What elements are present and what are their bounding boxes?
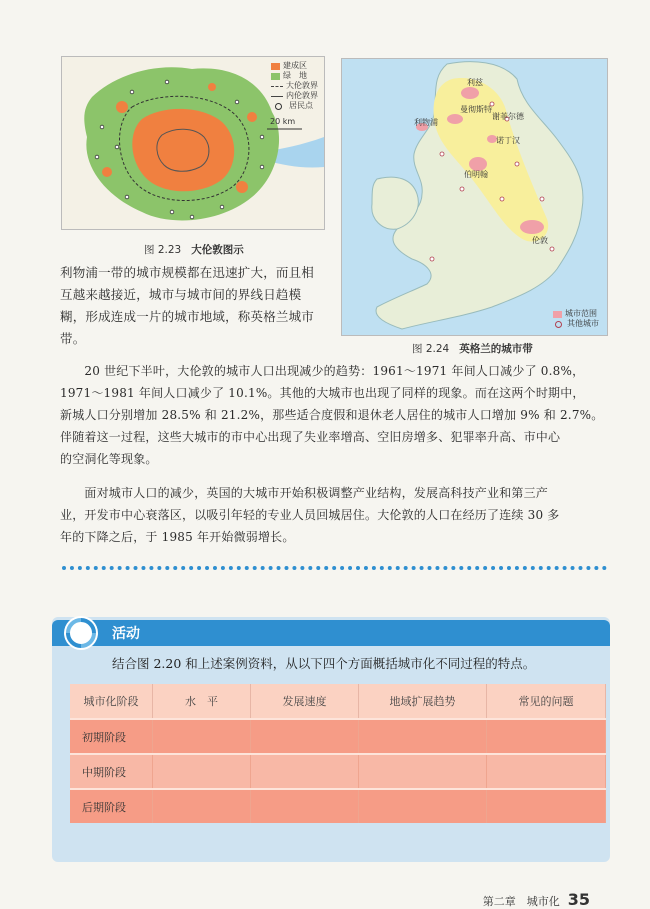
table-row — [70, 754, 606, 789]
answer-cell[interactable] — [251, 789, 359, 823]
stage-cell: 中期阶段 — [70, 754, 153, 789]
london-map-legend — [271, 61, 318, 111]
table-header-row — [70, 684, 606, 719]
text-line: 20 世纪下半叶，大伦敦的城市人口出现减少的趋势：1961～1971 年间人口减少了 0.8%， — [60, 364, 585, 378]
caption-title: 英格兰的城市带 — [459, 343, 533, 355]
text-line: 糊，形成连成一片的城市地域，称英格兰城市 — [60, 309, 315, 324]
activity-cycle-icon — [62, 614, 100, 652]
answer-cell[interactable] — [359, 719, 487, 754]
activity-instruction: 结合图 2.20 和上述案例资料，从以下四个方面概括城市化不同过程的特点。 — [112, 656, 536, 671]
caption-title: 大伦敦图示 — [191, 244, 244, 256]
column-header: 城市化阶段 — [70, 684, 153, 719]
scale-label: 20 km — [270, 117, 296, 126]
greater-london-map — [61, 56, 325, 230]
text-line: 利物浦一带的城市规模都在迅速扩大，而且相 — [60, 265, 315, 280]
section-divider — [62, 566, 607, 570]
green-space-swatch — [271, 73, 280, 80]
england-map-legend — [553, 309, 599, 329]
text-line: 带。 — [60, 331, 86, 346]
answer-cell[interactable] — [153, 789, 251, 823]
answer-cell[interactable] — [487, 754, 606, 789]
left-column-text — [60, 262, 332, 350]
text-line: 互越来越接近，城市与城市间的界线日趋模 — [60, 287, 302, 302]
table-row — [70, 719, 606, 754]
answer-cell[interactable] — [359, 754, 487, 789]
column-header: 发展速度 — [251, 684, 359, 719]
legend-label: 居民点 — [289, 101, 313, 110]
dot-icon — [555, 321, 562, 328]
legend-label: 建成区 — [283, 61, 307, 70]
legend-label: 内伦敦界 — [286, 91, 318, 100]
place-label: 谢菲尔德 — [492, 112, 524, 121]
paragraph-3 — [60, 482, 610, 548]
place-label: 利兹 — [467, 78, 483, 87]
legend-label: 其他城市 — [567, 319, 599, 328]
place-label: 诺丁汉 — [496, 136, 520, 145]
answer-cell[interactable] — [153, 719, 251, 754]
text-line: 的空洞化等现象。 — [60, 452, 158, 466]
stage-cell: 后期阶段 — [70, 789, 153, 823]
column-header: 地域扩展趋势 — [359, 684, 487, 719]
answer-cell[interactable] — [359, 789, 487, 823]
england-map-graphic — [342, 59, 607, 335]
place-label: 伯明翰 — [464, 170, 488, 179]
figure-caption — [144, 242, 244, 257]
paragraph-2 — [60, 360, 610, 470]
text-line: 面对城市人口的减少，英国的大城市开始积极调整产业结构，发展高科技产业和第三产 — [60, 486, 549, 500]
text-line: 业，开发市中心衰落区，以吸引年轻的专业人员回城居住。大伦敦的人口在经历了连续 30 多 — [60, 508, 560, 522]
answer-cell[interactable] — [251, 754, 359, 789]
legend-label: 大伦敦界 — [286, 81, 318, 90]
figure-caption — [412, 341, 533, 356]
text-line: 新城人口分别增加 28.5% 和 21.2%，那些适合度假和退休老人居住的城市人口增加 9% 和 2.7%。 — [60, 408, 604, 422]
chapter-title: 第二章 城市化 — [482, 895, 560, 908]
page-footer — [483, 890, 590, 909]
dot-icon — [275, 103, 282, 110]
text-line: 年的下降之后，于 1985 年开始微弱增长。 — [60, 530, 295, 544]
column-header: 水 平 — [153, 684, 251, 719]
dashed-line-icon — [271, 86, 283, 87]
text-line: 1971～1981 年间人口减少了 10.1%。其他的大城市也出现了同样的现象。而在这两个时期中， — [60, 386, 585, 400]
answer-cell[interactable] — [487, 719, 606, 754]
urbanization-stage-table — [70, 684, 606, 823]
caption-number: 图 2.24 — [412, 343, 450, 355]
place-label: 伦敦 — [532, 236, 548, 245]
place-label: 曼彻斯特 — [460, 105, 492, 114]
answer-cell[interactable] — [153, 754, 251, 789]
solid-line-icon — [271, 96, 283, 97]
legend-label: 绿 地 — [283, 71, 307, 80]
answer-cell[interactable] — [251, 719, 359, 754]
activity-title: 活动 — [112, 626, 140, 642]
caption-number: 图 2.23 — [144, 244, 182, 256]
legend-label: 城市范围 — [565, 309, 597, 318]
text-line: 伴随着这一过程，这些大城市的市中心出现了失业率增高、空旧房增多、犯罪率升高、市中心 — [60, 430, 561, 444]
stage-cell: 初期阶段 — [70, 719, 153, 754]
place-label: 利物浦 — [414, 118, 438, 127]
table-row — [70, 789, 606, 823]
column-header: 常见的问题 — [487, 684, 606, 719]
answer-cell[interactable] — [487, 789, 606, 823]
page-number: 35 — [567, 890, 590, 909]
city-area-swatch — [553, 311, 562, 318]
built-up-swatch — [271, 63, 280, 70]
england-city-belt-map — [341, 58, 608, 336]
